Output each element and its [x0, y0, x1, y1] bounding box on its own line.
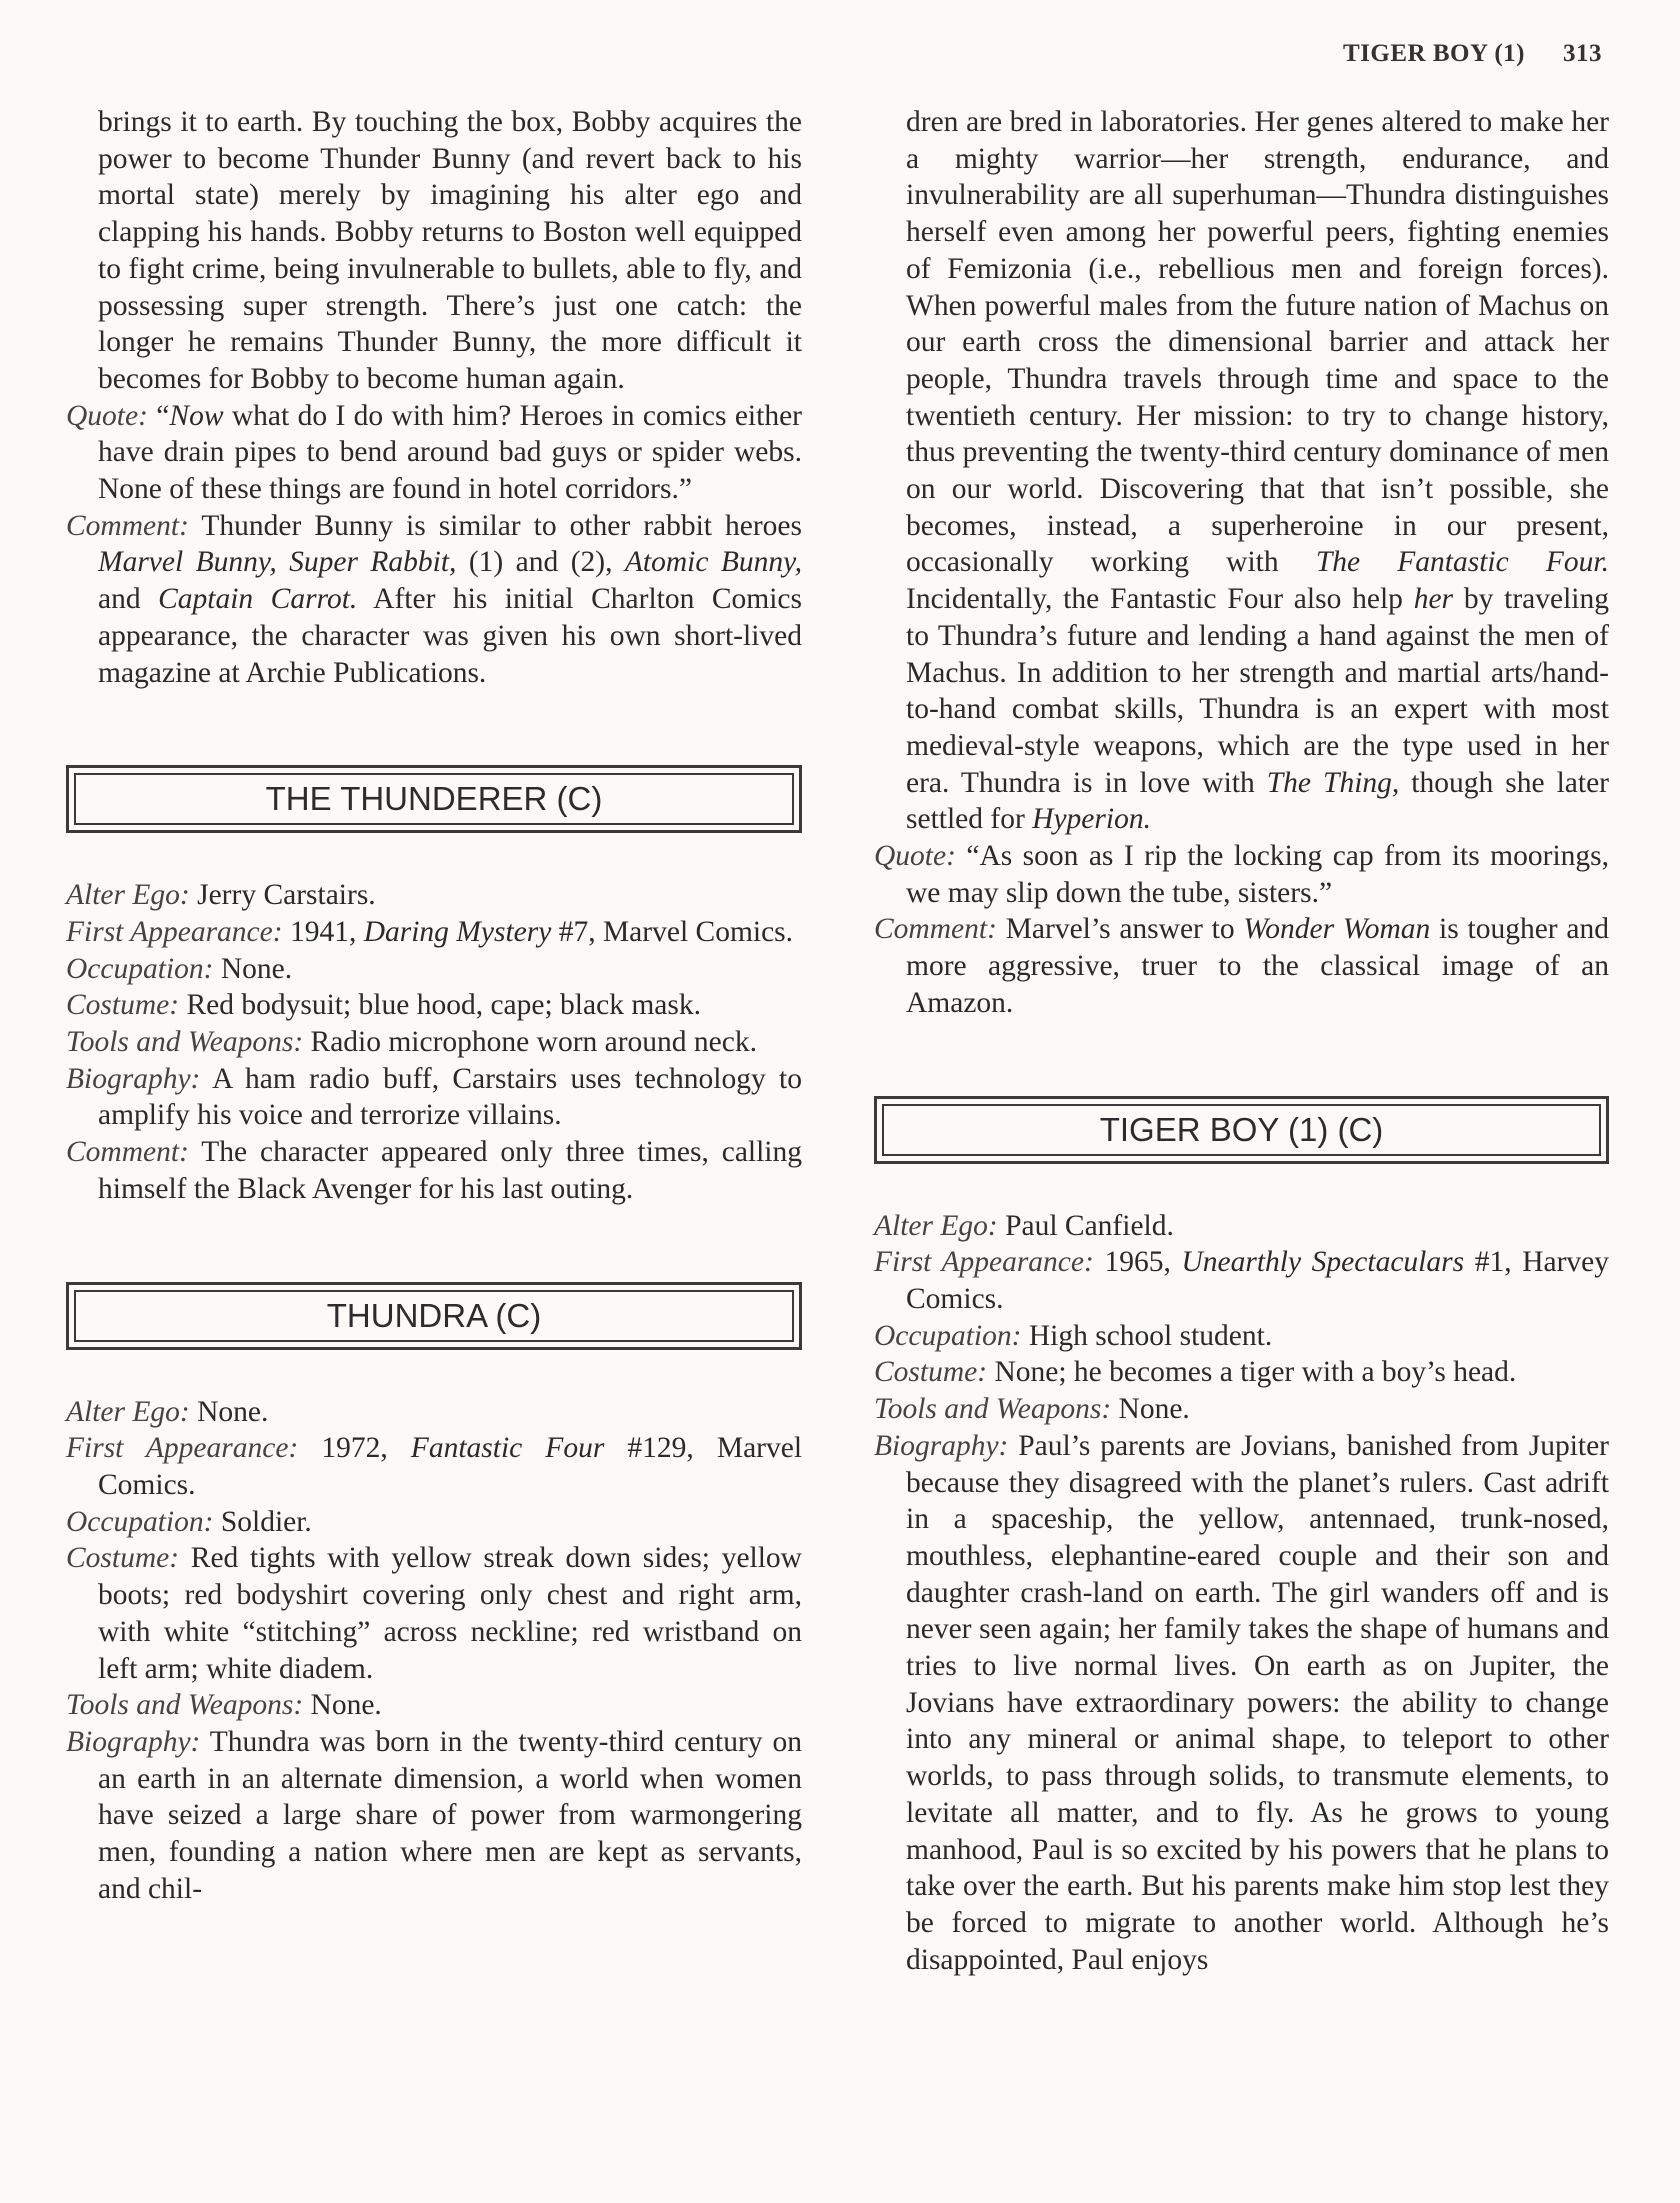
tigerboy-tools: Tools and Weapons: None. [874, 1393, 1190, 1426]
entry-heading-title: TIGER BOY (1) (C) [882, 1104, 1601, 1156]
page-number: 313 [1563, 40, 1602, 67]
thunderer-biography: Biography: A ham radio buff, Carstairs uses technology to amplify his voice and terrorize villains. [66, 1062, 802, 1132]
thunderer-tools: Tools and Weapons: Radio microphone worn around neck. [66, 1026, 757, 1059]
tigerboy-costume: Costume: None; he becomes a tiger with a boy’s head. [874, 1356, 1517, 1389]
thunderer-comment: Comment: The character appeared only three times, calling himself the Black Avenger for his last outing. [66, 1136, 803, 1205]
thunder-bunny-comment: Comment: Thunder Bunny is similar to other rabbit heroes Marvel Bunny, Super Rabbit, (1) and (2), Atomic Bunny, and Captain Carrot. After his initial Charlton Comics appearance, the character was given his own short-lived magazine at Archie Publications. [66, 509, 802, 689]
thundra-tools: Tools and Weapons: None. [66, 1689, 382, 1722]
thundra-first-appearance: First Appearance: 1972, Fantastic Four #129, Marvel Comics. [66, 1432, 803, 1501]
thunderer-occupation: Occupation: None. [66, 952, 293, 985]
thundra-costume: Costume: Red tights with yellow streak down sides; yellow boots; red bodyshirt covering only chest and right arm, with white “stitching” across neckline; red wristband on left arm; white diadem. [66, 1542, 802, 1685]
thundra-biography-continued: dren are bred in laboratories. Her genes altered to make her a mighty warrior—her strength, endurance, and invulnerability are all superhuman—Thundra distinguishes herself even among her powerful peers, fighting enemies of Femizonia (i.e., rebellious men and foreign forces). When powerful males from the future nation of Machus on our earth cross the dimensional barrier and attack her people, Thundra travels through time and space to the twentieth century. Her mission: to try to change history, thus preventing the twenty-third century dominance of men on our world. Discovering that that isn’t possible, she becomes, instead, a superheroine in our present, occasionally working with The Fantastic Four. Incidentally, the Fantastic Four also help her by traveling to Thundra’s future and lending a hand against the men of Machus. In addition to her strength and martial arts/hand-to-hand combat skills, Thundra is an expert with most medieval-style weapons, which are the type used in her era. Thundra is in love with The Thing, though she later settled for Hyperion. [906, 106, 1609, 836]
thundra-occupation: Occupation: Soldier. [66, 1505, 312, 1538]
tigerboy-first-appearance: First Appearance: 1965, Unearthly Spectaculars #1, Harvey Comics. [874, 1246, 1610, 1315]
entry-heading-thundra [66, 1282, 802, 1350]
running-head-title: TIGER BOY (1) [1343, 40, 1525, 67]
thundra-quote: Quote: “As soon as I rip the locking cap from its moorings, we may slip down the tube, sisters.” [874, 840, 1609, 909]
thundra-alter-ego: Alter Ego: None. [66, 1395, 269, 1428]
thundra-biography: Biography: Thundra was born in the twenty-third century on an earth in an alternate dimension, a world when women have seized a large share of power from warmongering men, founding a nation where men are kept as servants, and chil- [66, 1725, 802, 1905]
thunder-bunny-quote: Quote: “Now what do I do with him? Heroes in comics either have drain pipes to bend around bad guys or spider webs. None of these things are found in hotel corridors.” [66, 399, 802, 506]
thunderer-first-appearance: First Appearance: 1941, Daring Mystery #7, Marvel Comics. [66, 915, 794, 948]
running-head [1343, 40, 1602, 68]
right-column [874, 104, 1609, 1978]
tigerboy-occupation: Occupation: High school student. [874, 1319, 1273, 1352]
thunderer-alter-ego: Alter Ego: Jerry Carstairs. [66, 879, 376, 912]
entry-heading-the-thunderer [66, 765, 802, 833]
left-column [66, 104, 802, 1907]
thunderer-costume: Costume: Red bodysuit; blue hood, cape; black mask. [66, 989, 701, 1022]
entry-heading-title: THE THUNDERER (C) [74, 773, 794, 825]
tigerboy-alter-ego: Alter Ego: Paul Canfield. [874, 1209, 1174, 1242]
thunder-bunny-biography-continued: brings it to earth. By touching the box, Bobby acquires the power to become Thunder Bunny (and revert back to his mortal state) merely by imagining his alter ego and clapping his hands. Bobby returns to Boston well equipped to fight crime, being invulnerable to bullets, able to fly, and possessing super strength. There’s just one catch: the longer he remains Thunder Bunny, the more difficult it becomes for Bobby to become human again. [98, 106, 802, 395]
thundra-comment: Comment: Marvel’s answer to Wonder Woman is tougher and more aggressive, truer to the classical image of an Amazon. [874, 913, 1610, 1019]
tigerboy-biography: Biography: Paul’s parents are Jovians, banished from Jupiter because they disagreed with the planet’s rulers. Cast adrift in a spaceship, the yellow, antennaed, trunk-nosed, mouthless, elephantine-eared couple and their son and daughter crash-land on earth. The girl wanders off and is never seen again; her family takes the shape of humans and tries to live normal lives. On earth as on Jupiter, the Jovians have extraordinary powers: the ability to change into any mineral or animal shape, to teleport to other worlds, to pass through solids, to transmute elements, to levitate all matter, and to fly. As he grows to young manhood, Paul is so excited by his powers that he plans to take over the earth. But his parents make him stop lest they be forced to migrate to another world. Although he’s disappointed, Paul enjoys [874, 1429, 1610, 1976]
entry-heading-tiger-boy [874, 1096, 1609, 1164]
entry-heading-title: THUNDRA (C) [74, 1290, 794, 1342]
